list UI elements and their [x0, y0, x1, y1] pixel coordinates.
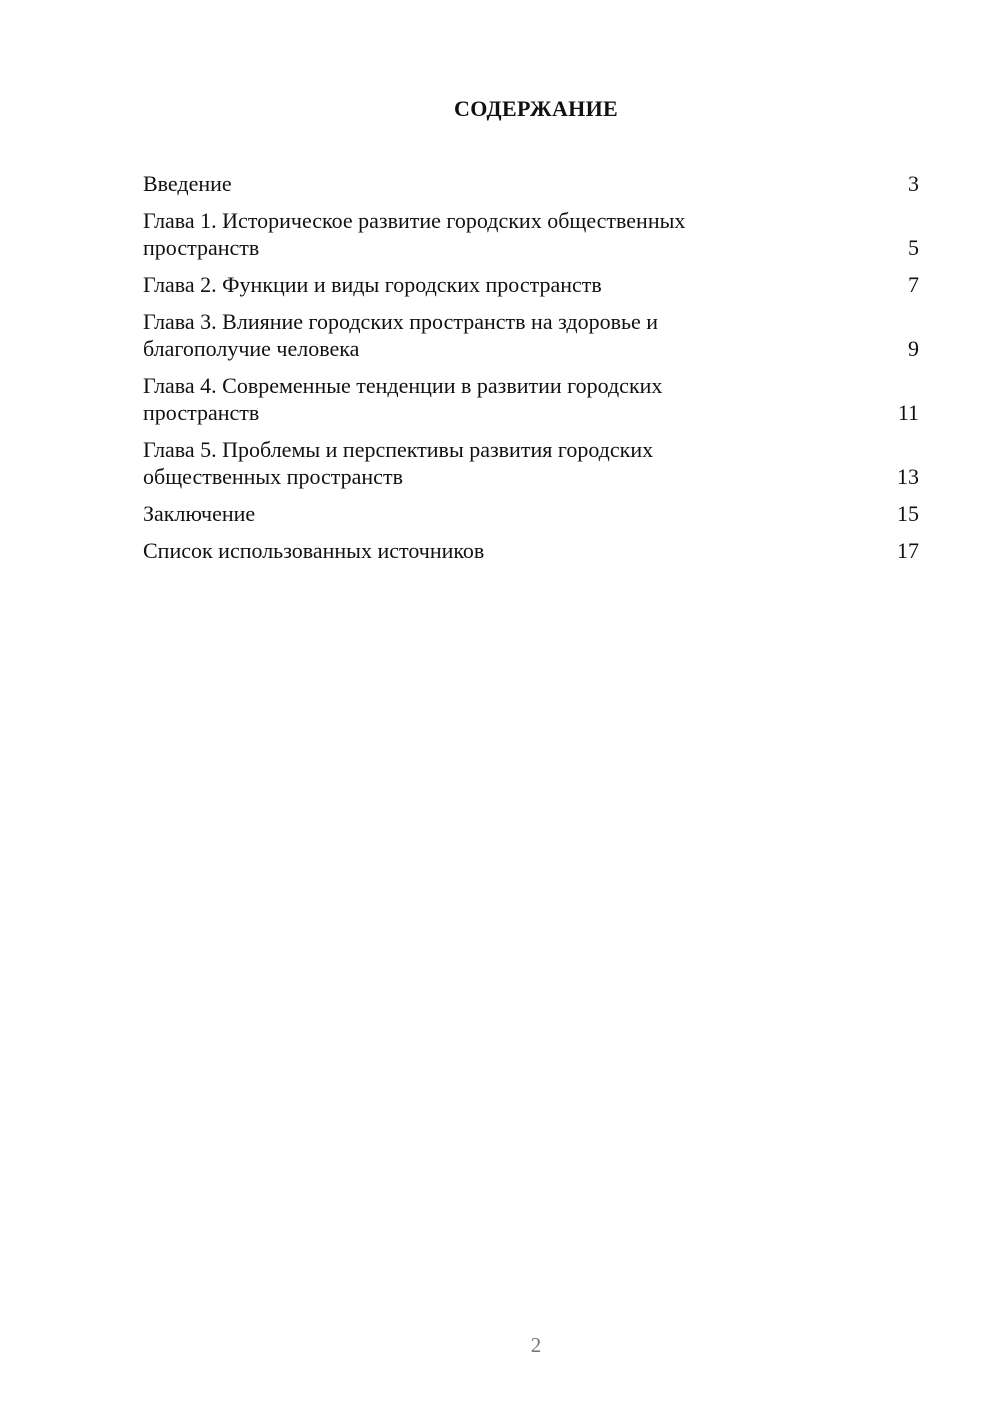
toc-entry-page: 11: [897, 400, 919, 425]
toc-entry-line: Список использованных источников: [143, 538, 485, 563]
toc-entry-introduction: [143, 170, 919, 197]
toc-entry-page: 7: [908, 272, 919, 297]
toc-entry-label: [143, 207, 773, 261]
toc-entry-line: Глава 3. Влияние городских пространств на здоровье и: [143, 309, 659, 334]
toc-entry-line: Глава 1. Историческое развитие городских общественных: [143, 208, 686, 233]
toc-entry-page: 17: [897, 538, 919, 563]
toc-entry-chapter-5: [143, 436, 919, 490]
toc-entry-label: [143, 308, 773, 362]
page-number: 2: [530, 1333, 542, 1357]
toc-entry-line: Глава 2. Функции и виды городских пространств: [143, 272, 602, 297]
toc-entry-label: [143, 170, 773, 197]
toc-entry-label: [143, 372, 773, 426]
toc-entry-line: Заключение: [143, 501, 256, 526]
toc-entry-label: [143, 271, 773, 298]
toc-entry-page: 5: [908, 235, 919, 260]
toc-entry-chapter-1: [143, 207, 919, 261]
toc-entry-line: благополучие человека: [143, 336, 360, 361]
toc-entry-line: Глава 4. Современные тенденции в развитии городских: [143, 373, 663, 398]
toc-entry-page: 3: [908, 171, 919, 196]
toc-entry-references: [143, 537, 919, 564]
toc-entry-line: Глава 5. Проблемы и перспективы развития городских: [143, 437, 654, 462]
toc-entry-label: [143, 537, 773, 564]
toc-entry-conclusion: [143, 500, 919, 527]
toc-entry-label: [143, 436, 773, 490]
toc-entry-chapter-3: [143, 308, 919, 362]
toc-entry-chapter-2: [143, 271, 919, 298]
toc-entry-line: Введение: [143, 171, 232, 196]
table-of-contents: [143, 170, 919, 574]
toc-entry-line: пространств: [143, 235, 260, 260]
toc-entry-page: 13: [897, 464, 919, 489]
toc-entry-chapter-4: [143, 372, 919, 426]
toc-title: СОДЕРЖАНИЕ: [454, 96, 618, 121]
toc-entry-label: [143, 500, 773, 527]
toc-entry-line: общественных пространств: [143, 464, 403, 489]
toc-entry-page: 15: [897, 501, 919, 526]
toc-entry-page: 9: [908, 336, 919, 361]
toc-entry-line: пространств: [143, 400, 260, 425]
